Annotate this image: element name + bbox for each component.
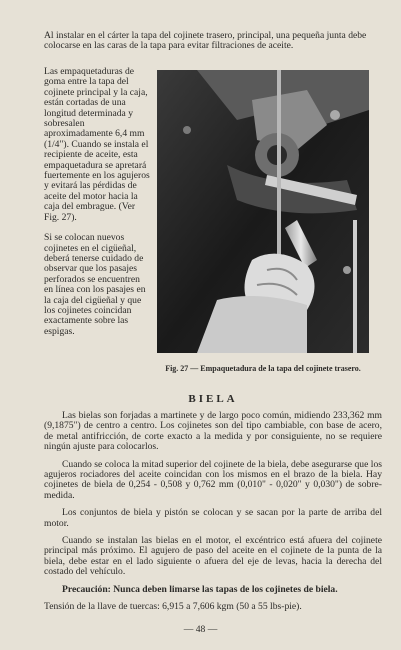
- body-paragraph: Cuando se coloca la mitad superior del cojinete de la biela, debe asegurarse que los agujeros rociadores del aceite coincidan con los mismos en el brazo de la biela. Hay cojinetes de biela de 0,254 - 0,508 y 0,762 mm (0,010" - 0,020" y 0,030") de sobre-medida.: [44, 458, 382, 501]
- figure-27-photo: [157, 70, 369, 353]
- bearings-paragraph: Si se colocan nuevos cojinetes en el cigüeñal, deberá tenerse cuidado de observar que los pasajes perforados se encuentren en línea con los pasajes en la caja del cigüeñal y que los cojinetes coincidan exactamente sobre las espigas.: [44, 232, 146, 337]
- body-paragraph: Cuando se instalan las bielas en el motor, el excéntrico está afuera del cojinete principal más próximo. El agujero de paso del aceite en el cojinete de la punta de la biela, debe estar en el lado siguiente o afuera del eje de levas, hacia la derecha del costado del vehículo.: [44, 535, 382, 578]
- section-body: [44, 411, 382, 620]
- figure-caption: Fig. 27 — Empaquetadura de la tapa del cojinete trasero.: [165, 364, 361, 373]
- body-paragraph: Los conjuntos de biela y pistón se colocan y se sacan por la parte de arriba del motor.: [44, 507, 382, 529]
- page-number: — 48 —: [183, 624, 218, 635]
- gasket-paragraph: Las empaquetaduras de goma entre la tapa del cojinete principal y la caja, están cortadas de una longitud determinada y sobresalen aproximadamente 6,4 mm (1/4"). Cuando se instala el recipiente de aceite, esta empaquetadura se apretará fuertemente en los agujeros y evitará las pérdidas de aceite del motor hacia la caja del embrague. (Ver Fig. 27).: [44, 66, 150, 223]
- torque-spec: Tensión de la llave de tuercas: 6,915 a 7,606 kgm (50 a 55 lbs-pie).: [44, 601, 302, 613]
- body-paragraph: Las bielas son forjadas a martinete y de largo poco común, midiendo 233,362 mm (9,1875") de centro a centro. Los cojinetes son del tipo cambiable, con base de acero, de metal antifricción, de corte exacto a la medida y por consiguiente, no se requiere ningún ajuste para colocarlos.: [44, 410, 382, 453]
- section-heading: BIELA: [188, 393, 238, 405]
- warning-paragraph: Precaución: Nunca deben limarse las tapas de los cojinetes de biela.: [62, 583, 338, 595]
- intro-paragraph: Al instalar en el cárter la tapa del cojinete trasero, principal, una pequeña junta debe colocarse en las caras de la tapa para evitar filtraciones de aceite.: [44, 30, 367, 52]
- left-column-text: [44, 67, 150, 337]
